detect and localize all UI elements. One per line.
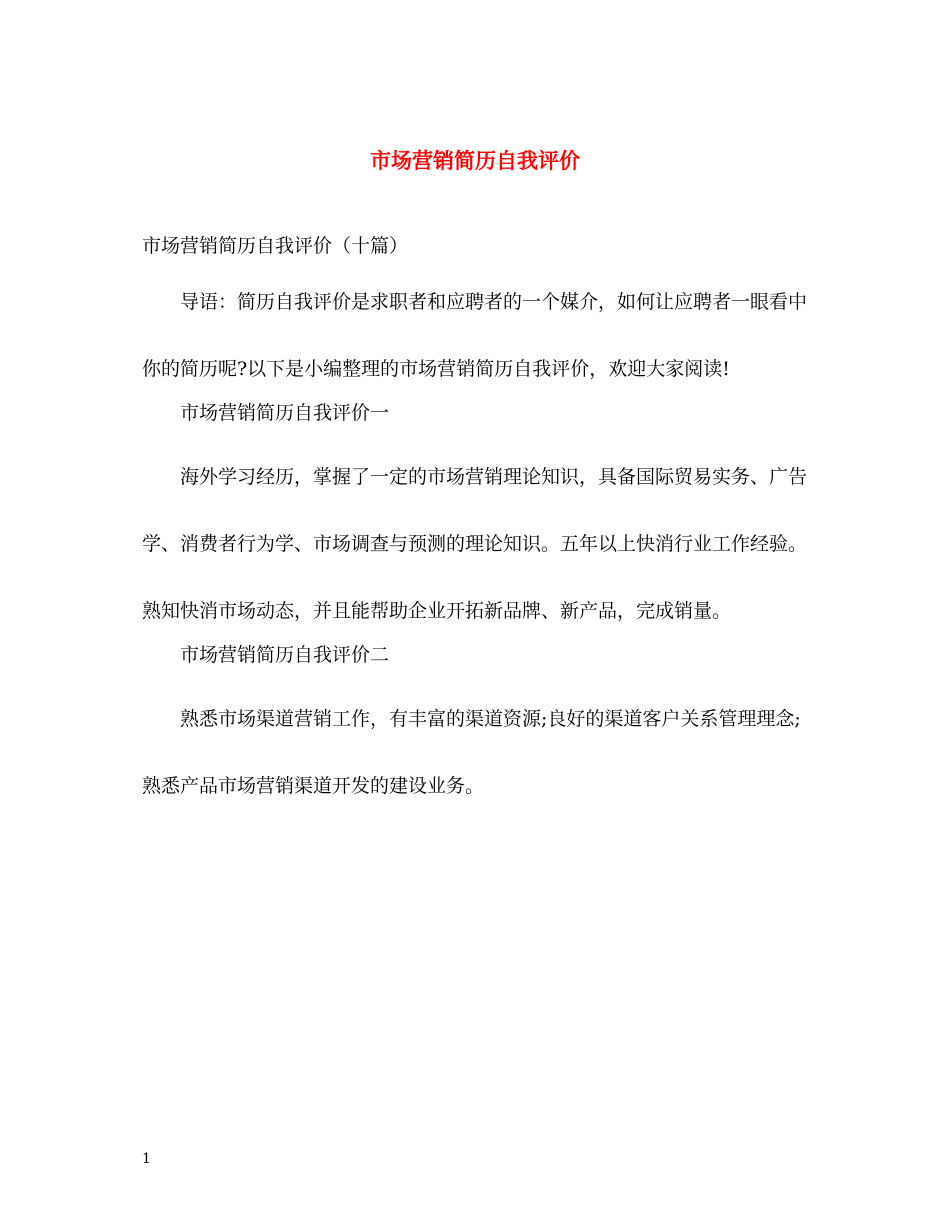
document-body bbox=[142, 230, 810, 814]
section-heading-1: 市场营销简历自我评价一 bbox=[180, 402, 390, 424]
section-heading-2: 市场营销简历自我评价二 bbox=[180, 644, 390, 666]
document-title: 市场营销简历自我评价 bbox=[370, 149, 580, 173]
section-body-2: 熟悉市场渠道营销工作，有丰富的渠道资源;良好的渠道客户关系管理理念;熟悉产品市场营销渠道开发的建设业务。 bbox=[142, 708, 801, 797]
page-number: 1 bbox=[142, 1151, 151, 1167]
document-subtitle: 市场营销简历自我评价（十篇） bbox=[142, 235, 409, 257]
intro-paragraph: 导语：简历自我评价是求职者和应聘者的一个媒介，如何让应聘者一眼看中你的简历呢?以下是小编整理的市场营销简历自我评价，欢迎大家阅读! bbox=[142, 291, 808, 380]
section-body-1: 海外学习经历，掌握了一定的市场营销理论知识，具备国际贸易实务、广告学、消费者行为学、市场调查与预测的理论知识。五年以上快消行业工作经验。熟知快消市场动态，并且能帮助企业开拓新品牌、新产品，完成销量。 bbox=[142, 466, 808, 622]
